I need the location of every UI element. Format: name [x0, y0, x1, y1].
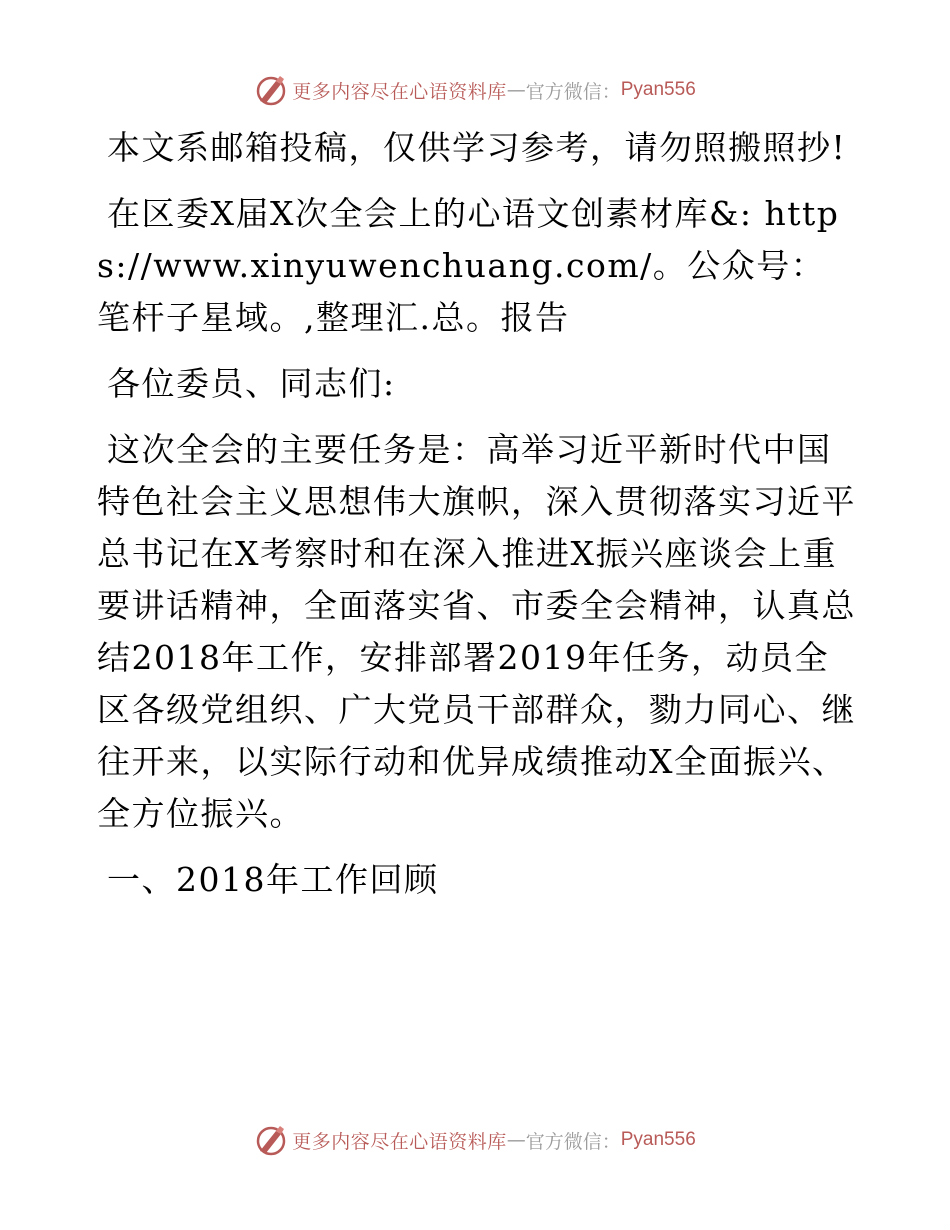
watermark-header — [0, 70, 950, 110]
watermark-text: 更多内容尽在心语资料库 — [292, 80, 507, 103]
pen-logo-icon — [254, 1123, 288, 1157]
section-heading: 一、2018年工作回顾 — [107, 860, 439, 899]
watermark-text: 更多内容尽在心语资料库 — [292, 1130, 507, 1153]
watermark-id: Pyan556 — [620, 1129, 696, 1150]
paragraph-salutation: 各位委员、同志们: — [107, 364, 396, 403]
watermark-label: 官方微信： — [525, 1130, 621, 1153]
paragraph-title: 在区委X届X次全会上的心语文创素材库&: https://www.xinyuwenchuang.com/。公众号：笔杆子星域。,整理汇.总。报告 — [97, 194, 840, 337]
watermark-id: Pyan556 — [620, 79, 696, 100]
watermark-separator: — — [506, 1129, 526, 1151]
pen-logo-icon — [254, 73, 288, 107]
paragraph-disclaimer: 本文系邮箱投稿，仅供学习参考，请勿照搬照抄! — [107, 128, 847, 167]
paragraph-main-task: 这次全会的主要任务是：高举习近平新时代中国特色社会主义思想伟大旗帜，深入贯彻落实习近平总书记在X考察时和在深入推进X振兴座谈会上重要讲话精神，全面落实省、市委全会精神，认真总结2018年工作，安排部署2019年任务，动员全区各级党组织、广大党员干部群众，勠力同心、继往开来，以实际行动和优异成绩推动X全面振兴、全方位振兴。 — [97, 430, 856, 833]
watermark-footer — [0, 1120, 950, 1160]
watermark-label: 官方微信： — [525, 80, 621, 103]
document-body — [97, 122, 857, 920]
watermark-separator: — — [506, 79, 526, 101]
